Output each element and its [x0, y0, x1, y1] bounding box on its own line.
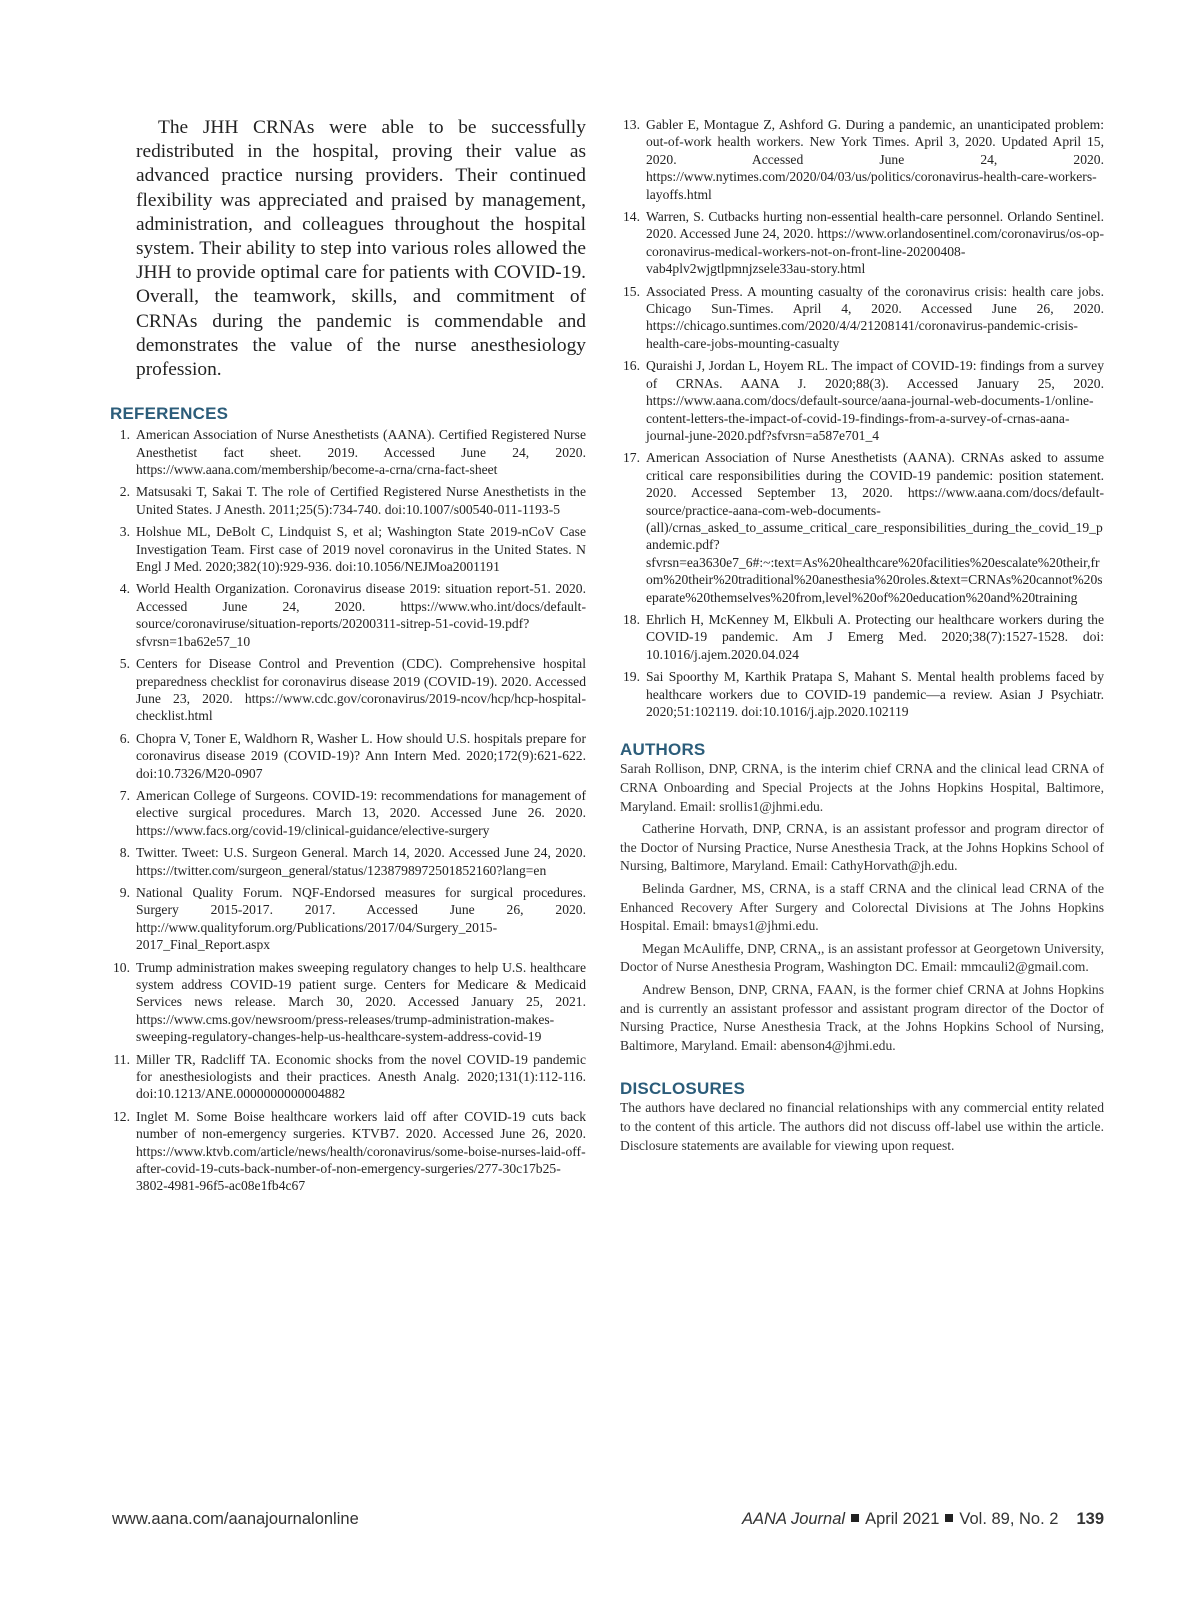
reference-text: Associated Press. A mounting casualty of the coronavirus crisis: health care jobs. Chicago Sun-Times. April 4, 2020. Accessed June 26, 2020. https://chicago.suntimes.com/2020/4/4/21208141/coronavirus-pandemic-crisis-health-care-jobs-mounting-casualty [646, 283, 1104, 351]
reference-text: Centers for Disease Control and Prevention (CDC). Comprehensive hospital preparedness checklist for coronavirus disease 2019 (COVID-19). 2020. Accessed June 23, 2020. https://www.cdc.gov/coronavirus/2019-ncov/hcp/hcp-hospital-checklist.html [136, 656, 586, 724]
reference-item [110, 426, 586, 478]
reference-text: American Association of Nurse Anesthetists (AANA). CRNAs asked to assume critical care responsibilities during the COVID-19 pandemic: position statement. 2020. Accessed September 13, 2020. https://www.aana.com/docs/default-source/practice-aana-com-web-documents-(all)/crnas_asked_to_assume_critical_care_responsibilities_during_the_covid_19_pandemic.pdf?sfvrsn=ea3630e7_6#:~:text=As%20healthcare%20facilities%20escalate%20their,from%20their%20traditional%20anesthesia%20roles.&text=CRNAs%20cannot%20separate%20themselves%20from,level%20of%20education%20and%20training [646, 450, 1104, 605]
reference-text: Gabler E, Montague Z, Ashford G. During a pandemic, an unanticipated problem: out-of-work health workers. New York Times. April 3, 2020. Updated April 15, 2020. Accessed June 24, 2020. https://www.nytimes.com/2020/04/03/us/politics/coronavirus-health-care-workers-layoffs.html [646, 117, 1104, 202]
reference-number: 3. [119, 524, 130, 540]
reference-text: Trump administration makes sweeping regulatory changes to help U.S. healthcare system address COVID-19 patient surge. Centers for Medicare & Medicaid Services news release. March 30, 2020. Accessed January 25, 2021. https://www.cms.gov/newsroom/press-releases/trump-administration-makes-sweeping-regulatory-changes-help-us-healthcare-system-address-covid-19 [136, 959, 586, 1045]
reference-number: 11. [113, 1051, 130, 1067]
reference-item [620, 357, 1104, 444]
reference-text: Holshue ML, DeBolt C, Lindquist S, et al; Washington State 2019-nCoV Case Investigation Team. First case of 2019 novel coronavirus in the United States. N Engl J Med. 2020;382(10):929-936. doi:10.1056/NEJMoa2001191 [136, 524, 586, 575]
reference-item [110, 884, 586, 954]
body-paragraph: The JHH CRNAs were able to be successfully redistributed in the hospital, proving their value as advanced practice nursing providers. Their continued flexibility was appreciated and praised by management, administration, and colleagues throughout the hospital system. Their ability to step into various roles allowed the JHH to provide optimal care for patients with COVID-19. Overall, the teamwork, skills, and commitment of CRNAs during the pandemic is commendable and demonstrates the value of the nurse anesthesiology profession. [136, 117, 586, 381]
reference-item [620, 116, 1104, 203]
authors-heading: AUTHORS [620, 740, 706, 760]
reference-text: Warren, S. Cutbacks hurting non-essential health-care personnel. Orlando Sentinel. 2020. Accessed June 24, 2020. https://www.orlandosentinel.com/coronavirus/os-op-coronavirus-medical-workers-not-on-front-line-20200408-vab4plv2wjgtlpmnjzsele33au-story.html [646, 209, 1104, 277]
reference-item [620, 449, 1104, 606]
reference-item [110, 787, 586, 839]
reference-text: Matsusaki T, Sakai T. The role of Certified Registered Nurse Anesthetists in the United States. J Anesth. 2011;25(5):734-740. doi:10.1007/s00540-011-1193-5 [136, 484, 586, 517]
reference-number: 7. [119, 787, 130, 803]
reference-number: 13. [623, 117, 640, 132]
disclosures-text: The authors have declared no financial relationships with any commercial entity related to the content of this article. The authors did not discuss off-label use within the article. Disclosure statements are available for viewing upon request. [620, 1100, 1104, 1153]
reference-item [110, 1108, 586, 1195]
reference-number: 8. [119, 845, 130, 861]
reference-text: Chopra V, Toner E, Waldhorn R, Washer L. How should U.S. hospitals prepare for coronavirus disease 2019 (COVID-19)? Ann Intern Med. 2020;172(9):621-622. doi:10.7326/M20-0907 [136, 730, 586, 781]
author-bio: Andrew Benson, DNP, CRNA, FAAN, is the former chief CRNA at Johns Hopkins and is currently an assistant professor and assistant program director of the Doctor of Nursing Practice, Nurse Anesthesia Track, at the Johns Hopkins School of Nursing, Baltimore, Maryland. Email: abenson4@jhmi.edu. [620, 981, 1104, 1053]
left-column [110, 116, 586, 1200]
reference-text: Miller TR, Radcliff TA. Economic shocks from the novel COVID-19 pandemic for anesthesiologists and their practices. Anesth Analg. 2020;131(1):112-116. doi:10.1213/ANE.0000000000004882 [136, 1051, 586, 1102]
authors-section [620, 760, 1104, 1055]
volume-issue: Vol. 89, No. 2 [959, 1510, 1059, 1528]
page-number: 139 [1076, 1510, 1104, 1528]
journal-name: AANA Journal [742, 1510, 846, 1528]
reference-number: 14. [623, 209, 640, 225]
author-bio: Sarah Rollison, DNP, CRNA, is the interim chief CRNA and the clinical lead CRNA of CRNA Onboarding and Special Projects at the Johns Hopkins Hospital, Baltimore, Maryland. Email: srollis1@jhmi.edu. [620, 761, 1104, 814]
references-heading: REFERENCES [110, 404, 229, 424]
references-list-right [620, 116, 1104, 720]
reference-number: 15. [623, 283, 640, 299]
reference-number: 18. [623, 611, 640, 627]
reference-item [110, 483, 586, 518]
reference-number: 6. [119, 730, 130, 746]
reference-number: 4. [119, 581, 130, 597]
reference-text: American Association of Nurse Anesthetists (AANA). Certified Registered Nurse Anesthetist fact sheet. 2019. Accessed June 24, 2020. https://www.aana.com/membership/become-a-crna/crna-fact-sheet [136, 427, 586, 478]
reference-text: Inglet M. Some Boise healthcare workers laid off after COVID-19 cuts back number of non-emergency surgeries. KTVB7. 2020. Accessed June 26, 2020. https://www.ktvb.com/article/news/health/coronavirus/some-boise-nurses-laid-off-after-covid-19-cuts-back-number-of-non-emergency-surgeries/277-30c17b25-3802-4981-96f5-ac08e1fb4c67 [136, 1108, 586, 1194]
reference-number: 9. [119, 884, 130, 900]
square-bullet-icon [945, 1514, 953, 1522]
reference-number: 12. [113, 1108, 130, 1124]
journal-url-link[interactable]: www.aana.com/aanajournalonline [112, 1510, 359, 1528]
reference-item [620, 208, 1104, 278]
reference-text: American College of Surgeons. COVID-19: recommendations for management of elective surgical procedures. March 13, 2020. Accessed June 26. 2020. https://www.facs.org/covid-19/clinical-guidance/elective-surgery [136, 787, 586, 838]
author-bio: Catherine Horvath, DNP, CRNA, is an assistant professor and program director of the Doctor of Nursing Practice, Nurse Anesthesia Track, at the Johns Hopkins School of Nursing, Baltimore, Maryland. Email: CathyHorvath@jh.edu. [620, 821, 1104, 874]
reference-item [620, 668, 1104, 720]
page-footer [112, 1510, 1104, 1534]
reference-item [110, 655, 586, 725]
reference-number: 17. [623, 450, 640, 466]
reference-text: Ehrlich H, McKenney M, Elkbuli A. Protecting our healthcare workers during the COVID-19 pandemic. Am J Emerg Med. 2020;38(7):1527-1528. doi: 10.1016/j.ajem.2020.04.024 [646, 611, 1104, 662]
reference-text: World Health Organization. Coronavirus disease 2019: situation report-51. 2020. Accessed June 24, 2020. https://www.who.int/docs/default-source/coronaviruse/situation-reports/20200311-sitrep-51-covid-19.pdf?sfvrsn=1ba62e57_10 [136, 581, 586, 649]
reference-text: Twitter. Tweet: U.S. Surgeon General. March 14, 2020. Accessed June 24, 2020. https://twitter.com/surgeon_general/status/1238798972501852160?lang=en [136, 845, 586, 878]
reference-item [110, 959, 586, 1046]
square-bullet-icon [851, 1514, 859, 1522]
disclosures-heading: DISCLOSURES [620, 1079, 745, 1099]
reference-item [620, 611, 1104, 663]
reference-text: Sai Spoorthy M, Karthik Pratapa S, Mahant S. Mental health problems faced by healthcare workers due to COVID-19 pandemic—a review. Asian J Psychiatr. 2020;51:102119. doi:10.1016/j.ajp.2020.102119 [646, 669, 1104, 719]
reference-text: Quraishi J, Jordan L, Hoyem RL. The impact of COVID-19: findings from a survey of CRNAs. AANA J. 2020;88(3). Accessed January 25, 2020. https://www.aana.com/docs/default-source/aana-journal-web-documents-1/online-content-letters-the-impact-of-covid-19-findings-from-a-survey-of-crnas-aana-journal-june-2020.pdf?sfvrsn=a587e701_4 [646, 358, 1104, 443]
reference-item [620, 283, 1104, 353]
reference-number: 19. [623, 669, 640, 685]
reference-item [110, 844, 586, 879]
footer-citation [742, 1510, 1104, 1529]
reference-item [110, 580, 586, 650]
reference-number: 5. [119, 656, 130, 672]
reference-text: National Quality Forum. NQF-Endorsed measures for surgical procedures. Surgery 2015-2017. 2017. Accessed June 26, 2020. http://www.qualityforum.org/Publications/2017/04/Surgery_2015-2017_Final_Report.aspx [136, 884, 586, 953]
reference-number: 10. [113, 959, 130, 975]
reference-item [110, 1051, 586, 1103]
author-bio: Megan McAuliffe, DNP, CRNA,, is an assistant professor at Georgetown University, Doctor of Nurse Anesthesia Program, Washington DC. Email: mmcauli2@gmail.com. [620, 940, 1104, 975]
reference-number: 2. [119, 484, 130, 500]
right-column [620, 116, 1104, 1159]
reference-number: 1. [119, 427, 130, 443]
author-bio: Belinda Gardner, MS, CRNA, is a staff CRNA and the clinical lead CRNA of the Enhanced Recovery After Surgery and Colorectal Divisions at The Johns Hopkins Hospital. Email: bmays1@jhmi.edu. [620, 880, 1104, 934]
reference-item [110, 523, 586, 575]
reference-item [110, 730, 586, 782]
references-list-left [110, 426, 586, 1195]
issue-date: April 2021 [865, 1510, 940, 1528]
reference-number: 16. [623, 358, 640, 374]
